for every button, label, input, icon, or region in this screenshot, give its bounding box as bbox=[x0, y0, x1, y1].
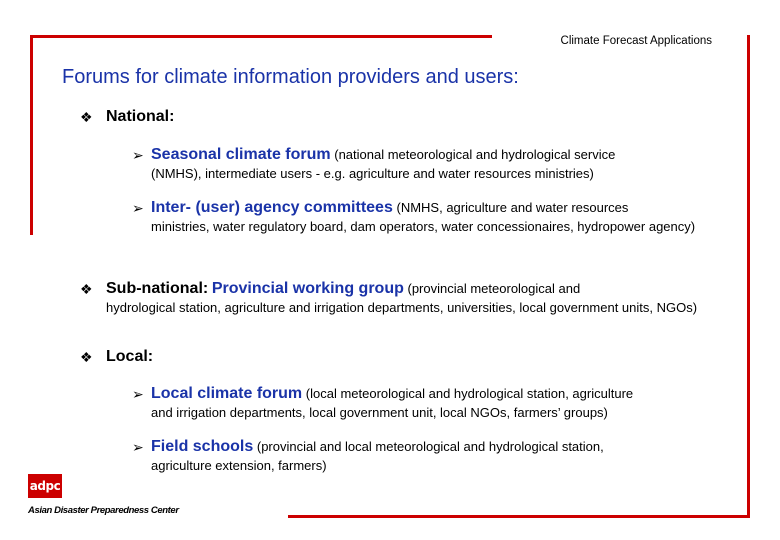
adpc-logo-name: Asian Disaster Preparedness Center bbox=[28, 505, 179, 516]
local-label: Local: bbox=[106, 348, 154, 365]
adpc-logo-mark: adpc bbox=[28, 474, 62, 498]
diamond-bullet-icon: ❖ bbox=[80, 109, 93, 125]
arrow-bullet-icon: ➢ bbox=[132, 200, 144, 216]
frame-right-line bbox=[747, 35, 750, 518]
provincial-group-detail-2: hydrological station, agriculture and irrigation departments, universities, local government units, NGOs) bbox=[106, 300, 698, 315]
provincial-group-head: Provincial working group bbox=[211, 280, 404, 297]
field-schools-detail-1: (provincial and local meteorological and hydrological station, bbox=[256, 439, 604, 454]
slide-title: Forums for climate information providers and users: bbox=[62, 66, 519, 88]
arrow-bullet-icon: ➢ bbox=[132, 386, 144, 402]
local-forum-head: Local climate forum bbox=[151, 385, 303, 402]
local-forum-detail-2: and irrigation departments, local government unit, local NGOs, farmers’ groups) bbox=[151, 405, 608, 420]
header-text: Climate Forecast Applications bbox=[560, 35, 712, 47]
committees-detail-1: (NMHS, agriculture and water resources bbox=[396, 200, 629, 215]
seasonal-forum-detail-2: (NMHS), intermediate users - e.g. agriculture and water resources ministries) bbox=[151, 166, 594, 181]
arrow-bullet-icon: ➢ bbox=[132, 439, 144, 455]
frame-top-line bbox=[30, 35, 492, 38]
national-item-committees bbox=[132, 199, 730, 235]
committees-detail-2: ministries, water regulatory board, dam operators, water concessionaires, hydropower agency) bbox=[151, 219, 696, 234]
bullet-national bbox=[80, 108, 730, 125]
national-item-seasonal bbox=[132, 146, 730, 182]
national-label: National: bbox=[106, 108, 175, 125]
local-forum-detail-1: (local meteorological and hydrological station, agriculture bbox=[305, 386, 634, 401]
adpc-logo bbox=[28, 474, 179, 522]
seasonal-forum-detail-1: (national meteorological and hydrological service bbox=[334, 147, 616, 162]
provincial-group-detail-1: (provincial meteorological and bbox=[407, 281, 581, 296]
bullet-subnational bbox=[80, 280, 730, 316]
diamond-bullet-icon: ❖ bbox=[80, 281, 93, 297]
arrow-bullet-icon: ➢ bbox=[132, 147, 144, 163]
local-item-field-schools bbox=[132, 438, 730, 474]
field-schools-detail-2: agriculture extension, farmers) bbox=[151, 458, 327, 473]
frame-left-line bbox=[30, 35, 33, 235]
field-schools-head: Field schools bbox=[151, 438, 254, 455]
bullet-local bbox=[80, 348, 730, 365]
committees-head: Inter- (user) agency committees bbox=[151, 199, 393, 216]
frame-bottom-line bbox=[288, 515, 750, 518]
local-item-forum bbox=[132, 385, 730, 421]
diamond-bullet-icon: ❖ bbox=[80, 349, 93, 365]
seasonal-forum-head: Seasonal climate forum bbox=[151, 146, 331, 163]
subnational-label: Sub-national: bbox=[106, 280, 209, 297]
